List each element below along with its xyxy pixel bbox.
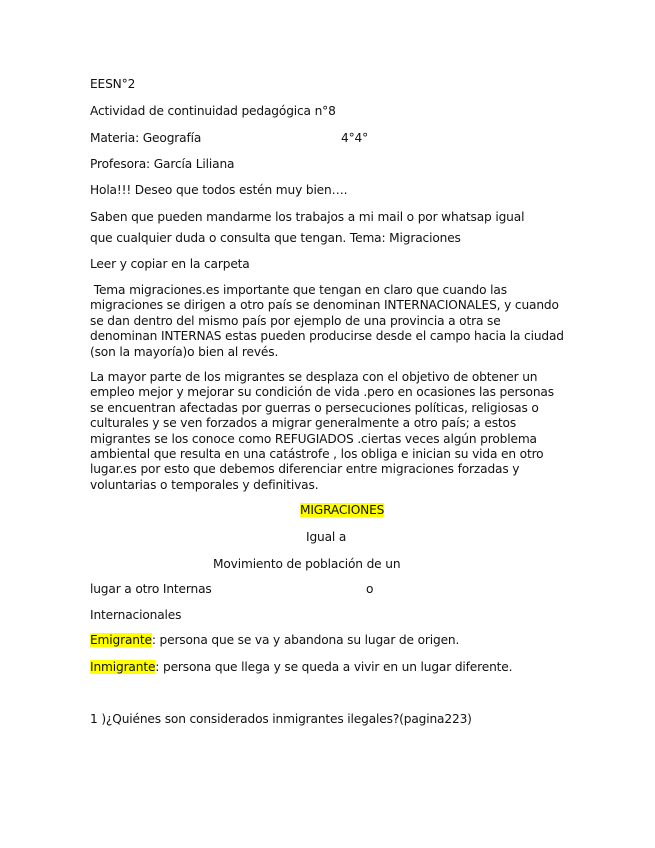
diagram-title-highlight: MIGRACIONES [300, 503, 385, 517]
paragraph-migration-types: Tema migraciones.es importante que tengan en claro que cuando las migraciones se dirigen a otro país se denominan INTERNACIONALES, y cuando se dan dentro del mismo país por ejemplo de una provincia a otra se denominan INTERNAS estas pueden producirse desde el campo hacia la ciudad (son la mayoría)o bien al revés. [90, 283, 568, 359]
diagram-left-text: lugar a otro Internas [90, 582, 212, 596]
diagram-definition: Movimiento de población de un [213, 557, 401, 571]
emigrante-definition [90, 633, 459, 648]
teacher-line: Profesora: García Liliana [90, 157, 235, 171]
paragraph-migrants: La mayor parte de los migrantes se desplaza con el objetivo de obtener un empleo mejor y mejorar su condición de vida .pero en ocasiones las personas se encuentran afectadas por guerras o persecuciones políticas, religiosas o culturales y se ven forzados a migrar generalmente a otro país; a estos migrantes se los conoce como REFUGIADOS .ciertas veces algún problema ambiental que resulta en una catástrofe , los obliga e inician su vida en otro lugar.es por esto que debemos diferenciar entre migraciones forzadas y voluntarias o temporales y definitivas. [90, 370, 554, 492]
inmigrante-term: Inmigrante [90, 660, 156, 674]
inmigrante-text: : persona que llega y se queda a vivir en un lugar diferente. [155, 660, 513, 674]
diagram-right-text: Internacionales [90, 608, 182, 622]
contact-line-1: Saben que pueden mandarme los trabajos a mi mail o por whatsap igual [90, 210, 525, 224]
instruction-line: Leer y copiar en la carpeta [90, 257, 250, 271]
activity-title: Actividad de continuidad pedagógica n°8 [90, 104, 336, 118]
subject-line: Materia: Geografía [90, 131, 202, 145]
diagram-connector: o [366, 582, 374, 596]
greeting-line: Hola!!! Deseo que todos estén muy bien…. [90, 183, 348, 197]
course-label: 4°4° [341, 131, 369, 145]
question-1: 1 )¿Quiénes son considerados inmigrantes ilegales?(pagina223) [90, 712, 472, 726]
emigrante-text: : persona que se va y abandona su lugar de origen. [151, 633, 460, 647]
inmigrante-definition [90, 660, 512, 675]
diagram-equals: Igual a [306, 530, 347, 544]
emigrante-term: Emigrante [90, 633, 152, 647]
contact-line-2: que cualquier duda o consulta que tengan. Tema: Migraciones [90, 231, 461, 245]
diagram-title [300, 503, 384, 518]
school-name: EESN°2 [90, 77, 136, 91]
